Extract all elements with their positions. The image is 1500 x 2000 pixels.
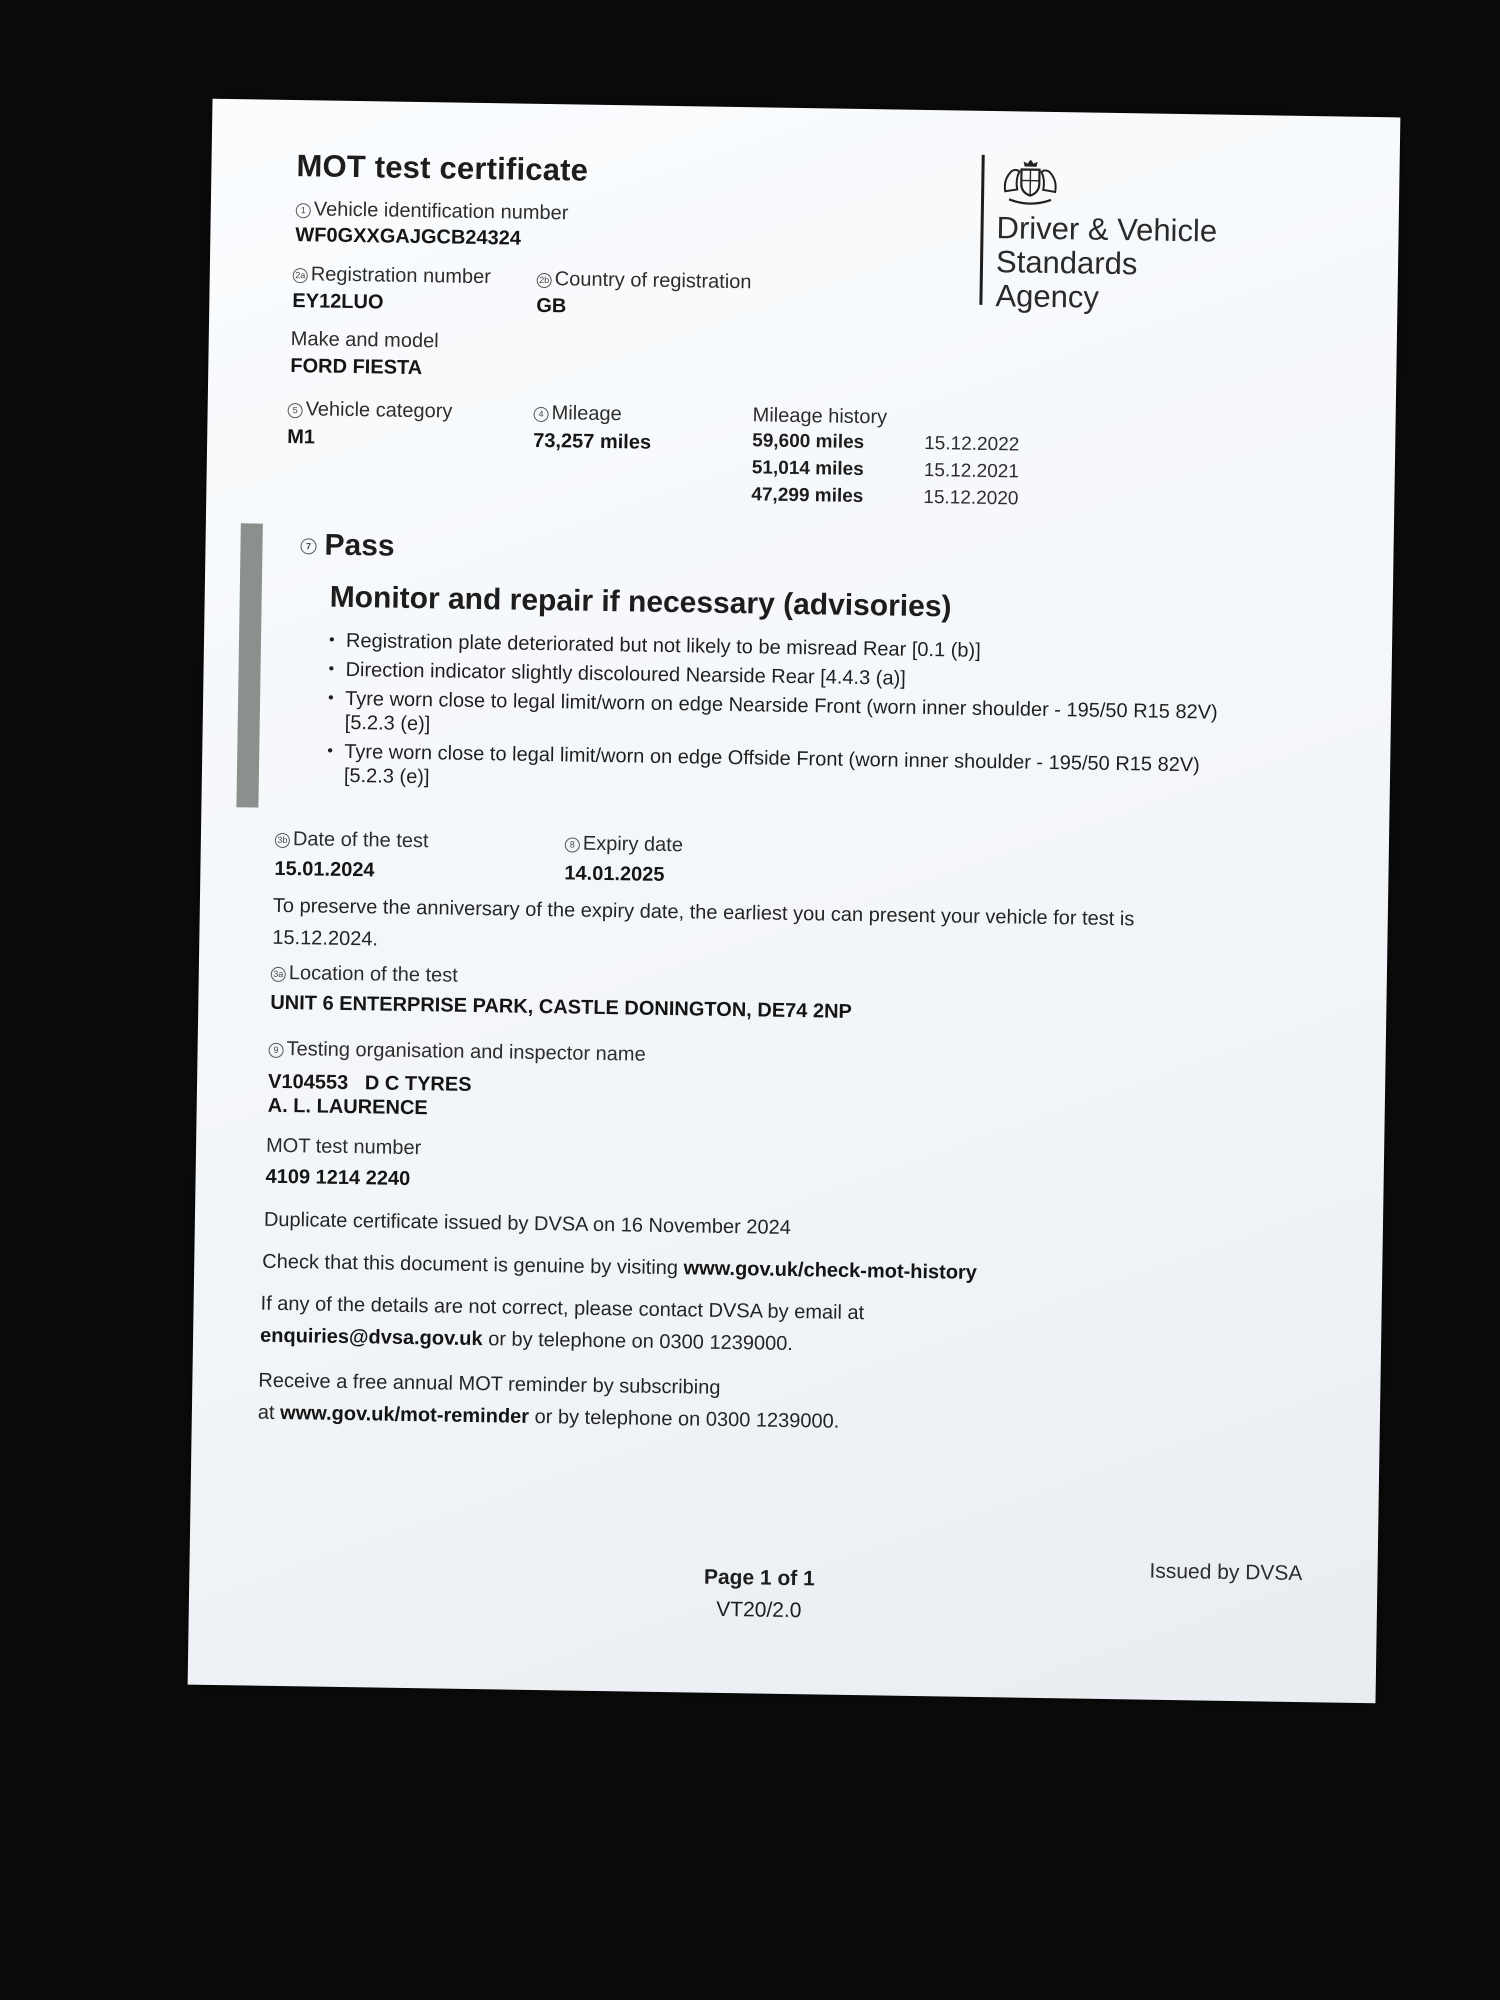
anniversary-note-line: To preserve the anniversary of the expiry date, the earliest you can present your vehicle for test is: [272, 894, 1135, 931]
make-model-value: FORD FIESTA: [290, 355, 423, 380]
mileage-label: [533, 402, 621, 426]
organisation-label: [268, 1038, 645, 1067]
issued-by: Issued by DVSA: [1149, 1559, 1303, 1586]
field-number-badge: 8: [565, 837, 580, 852]
advisory-item: • Tyre worn close to legal limit/worn on edge Nearside Front (worn inner shoulder - 195/50 R15 82V) [5.2.3 (e)]: [328, 687, 1239, 749]
page-number: Page 1 of 1: [703, 1565, 815, 1591]
vehicle-category-value: M1: [287, 425, 316, 449]
vehicle-category-label: [287, 398, 452, 424]
mot-certificate-sheet: [188, 99, 1401, 1703]
mileage-history-row: [752, 430, 1019, 456]
registration-label-text: Registration number: [310, 263, 492, 289]
contact-phone-text: or by telephone on 0300 1239000.: [482, 1328, 794, 1356]
field-number-badge: 2a: [293, 268, 308, 283]
field-number-badge: 2b: [537, 273, 552, 288]
page-footer: [609, 1560, 910, 1629]
vin-label: [296, 198, 569, 225]
agency-name-line: Driver & Vehicle: [996, 210, 1218, 249]
field-number-badge: 3b: [275, 833, 290, 848]
contact-line: If any of the details are not correct, please contact DVSA by email at: [260, 1292, 865, 1325]
contact-email-link[interactable]: enquiries@dvsa.gov.uk: [259, 1324, 483, 1351]
royal-coat-of-arms-icon: [999, 155, 1062, 206]
reminder-prefix: at: [257, 1401, 281, 1424]
field-number-badge: 1: [296, 203, 311, 218]
test-number-value: 4109 1214 2240: [265, 1165, 411, 1191]
document-title: MOT test certificate: [296, 148, 589, 188]
mileage-history-date: 15.12.2020: [923, 486, 1019, 510]
check-mot-history-link[interactable]: www.gov.uk/check-mot-history: [683, 1257, 978, 1284]
vin-label-text: Vehicle identification number: [313, 198, 569, 225]
mileage-value: 73,257 miles: [533, 429, 652, 454]
country-value: GB: [536, 294, 567, 318]
registration-label: [293, 263, 491, 289]
location-label-text: Location of the test: [288, 962, 458, 987]
genuine-check-text: Check that this document is genuine by visiting: [262, 1250, 684, 1280]
logo-divider: [979, 155, 984, 305]
duplicate-note: Duplicate certificate issued by DVSA on 16 November 2024: [263, 1208, 791, 1239]
advisory-item: • Tyre worn close to legal limit/worn on edge Offside Front (worn inner shoulder - 195/50 R15 82V) [5.2.3 (e)]: [327, 740, 1238, 802]
field-number-badge: 4: [533, 407, 548, 422]
location-value: UNIT 6 ENTERPRISE PARK, CASTLE DONINGTON, DE74 2NP: [270, 991, 853, 1023]
mileage-history-row: [752, 457, 1019, 483]
advisories-list: [327, 629, 1239, 807]
test-date-label: [275, 828, 429, 853]
vehicle-category-label-text: Vehicle category: [305, 398, 453, 423]
mileage-history-date: 15.12.2021: [923, 459, 1020, 483]
anniversary-note: [272, 890, 1293, 970]
result-status-bar: [236, 523, 262, 807]
field-number-badge: 9: [268, 1043, 283, 1058]
advisory-item: • Direction indicator slightly discoloured Nearside Rear [4.4.3 (a)]: [328, 658, 1238, 696]
form-code: VT20/2.0: [716, 1597, 802, 1623]
location-label: [271, 962, 458, 988]
test-result-text: Pass: [324, 528, 395, 563]
reminder-note: [258, 1365, 840, 1438]
advisories-heading: Monitor and repair if necessary (advisories): [329, 580, 952, 624]
advisory-item: • Registration plate deteriorated but not likely to be misread Rear [0.1 (b)]: [329, 629, 1239, 667]
country-label: [537, 268, 752, 294]
make-model-label: Make and model: [290, 328, 439, 353]
contact-note: [260, 1288, 865, 1361]
agency-name-line: Agency: [995, 278, 1100, 315]
field-number-badge: 3a: [271, 967, 286, 982]
mileage-history-miles: 51,014 miles: [751, 457, 864, 481]
test-date-label-text: Date of the test: [292, 828, 429, 853]
expiry-date-label-text: Expiry date: [582, 832, 684, 857]
reminder-phone-text: or by telephone on 0300 1239000.: [528, 1405, 840, 1433]
test-result: [300, 528, 395, 563]
agency-name-line: Standards: [995, 244, 1138, 282]
mileage-history-miles: 59,600 miles: [752, 430, 865, 454]
organisation-label-text: Testing organisation and inspector name: [286, 1038, 646, 1066]
mot-reminder-link[interactable]: www.gov.uk/mot-reminder: [279, 1401, 530, 1428]
organisation-line-1: V104553 D C TYRES: [267, 1070, 472, 1096]
dvsa-logo: [979, 155, 1241, 319]
agency-name: [995, 211, 1217, 316]
expiry-date-value: 14.01.2025: [564, 862, 665, 886]
test-date-value: 15.01.2024: [274, 857, 375, 882]
mileage-history-miles: 47,299 miles: [751, 484, 864, 508]
field-number-badge: 7: [300, 538, 316, 554]
test-number-label: MOT test number: [265, 1134, 422, 1160]
reminder-line: Receive a free annual MOT reminder by subscribing: [258, 1369, 721, 1399]
genuine-check-note: [262, 1246, 977, 1289]
inspector-name: A. L. LAURENCE: [267, 1094, 428, 1120]
registration-value: EY12LUO: [292, 290, 384, 314]
country-label-text: Country of registration: [554, 268, 752, 294]
mileage-history-row: [751, 484, 1018, 510]
mileage-label-text: Mileage: [551, 402, 622, 426]
field-number-badge: 5: [288, 403, 303, 418]
mileage-history-label: Mileage history: [752, 404, 888, 429]
anniversary-note-line: 15.12.2024.: [272, 926, 379, 951]
expiry-date-label: [565, 832, 683, 857]
vin-value: WF0GXXGAJGCB24324: [295, 224, 522, 250]
mileage-history-date: 15.12.2022: [924, 432, 1020, 456]
